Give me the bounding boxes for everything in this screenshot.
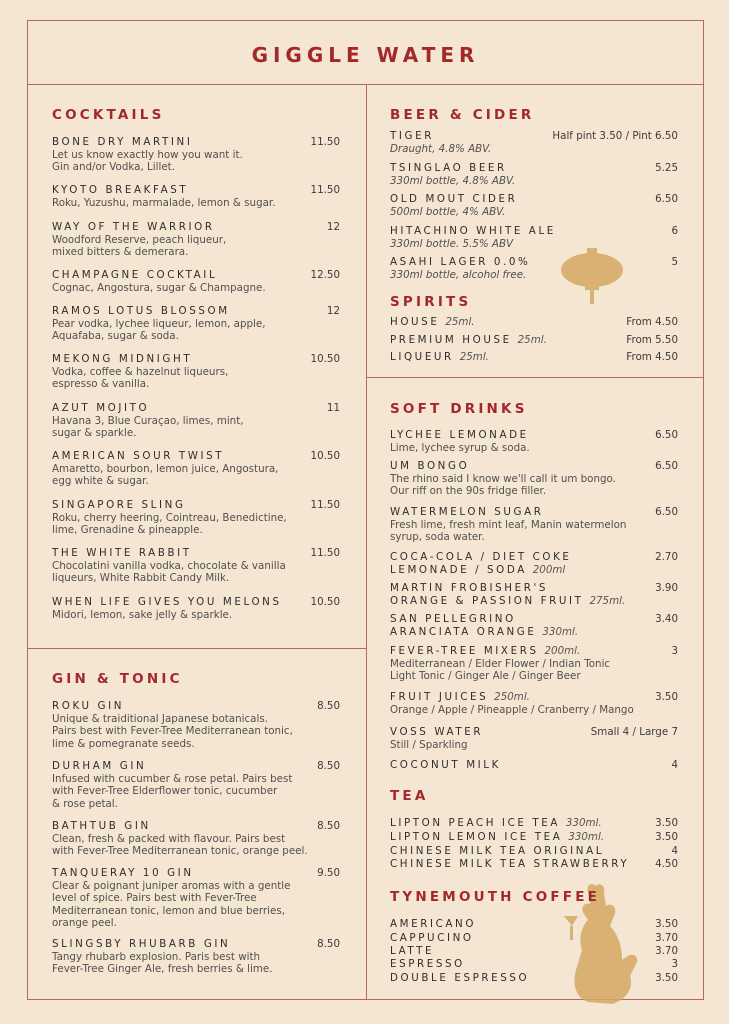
item-description: Fresh lime, fresh mint leaf, Manin watermelon xyxy=(390,518,627,531)
item-description: Fever-Tree Ginger Ale, fresh berries & lime. xyxy=(52,963,273,975)
menu-item xyxy=(52,402,340,440)
item-name-text: DOUBLE ESPRESSO xyxy=(390,972,530,984)
menu-item xyxy=(390,225,678,250)
item-name-text: LATTE xyxy=(390,945,435,957)
item-name-text: BONE DRY MARTINI xyxy=(52,136,193,148)
item-description: mixed bitters & demerara. xyxy=(52,246,189,258)
item-price: From 4.50 xyxy=(626,351,678,363)
item-description: with Fever-Tree Elderflower tonic, cucumber xyxy=(52,785,278,797)
menu-item xyxy=(52,305,340,343)
menu-title: GIGGLE WATER xyxy=(251,43,480,67)
item-price: 12 xyxy=(326,221,340,233)
item-name xyxy=(390,506,678,519)
item-price: 12.50 xyxy=(310,269,340,281)
menu-item xyxy=(390,691,678,716)
item-name-text: SAN PELLEGRINO xyxy=(390,613,516,625)
item-name xyxy=(52,938,340,951)
item-name xyxy=(390,193,678,206)
menu-item xyxy=(390,817,678,830)
menu-item xyxy=(390,831,678,844)
item-name xyxy=(52,353,340,366)
section-heading-spirits: SPIRITS xyxy=(390,294,472,310)
item-volume: 330ml. xyxy=(542,625,579,638)
item-price: 5.25 xyxy=(655,162,678,174)
item-name xyxy=(390,958,678,971)
item-volume: 200ml. xyxy=(544,645,581,657)
item-name-text: THE WHITE RABBIT xyxy=(52,547,192,559)
item-description: lime & pomegranate seeds. xyxy=(52,737,195,750)
menu-item xyxy=(52,547,340,585)
item-description: Unique & traiditional Japanese botanicals. xyxy=(52,712,268,725)
item-description: & rose petal. xyxy=(52,797,118,810)
menu-item xyxy=(390,460,678,498)
item-name-line2 xyxy=(390,626,678,639)
item-volume: 330ml. xyxy=(568,831,605,843)
item-name-text: ROKU GIN xyxy=(52,700,125,712)
item-name-text: CHINESE MILK TEA ORIGINAL xyxy=(390,845,605,857)
item-description: Infused with cucumber & rose petal. Pairs best xyxy=(52,772,293,785)
menu-item xyxy=(52,450,340,488)
menu-item xyxy=(52,136,340,174)
item-price: 3 xyxy=(671,645,678,657)
menu-item xyxy=(390,256,678,281)
item-name-text: VOSS WATER xyxy=(390,726,484,738)
item-description: Lime, lychee syrup & soda. xyxy=(390,441,530,454)
item-description: Roku, cherry heering, Cointreau, Benedictine, xyxy=(52,511,287,524)
item-price: 10.50 xyxy=(310,596,340,608)
item-price: 10.50 xyxy=(310,450,340,462)
item-price: 8.50 xyxy=(317,700,340,712)
item-description: Still / Sparkling xyxy=(390,738,468,751)
item-description: orange peel. xyxy=(52,917,117,929)
item-name-text: ARANCIATA ORANGE xyxy=(390,625,537,638)
item-name xyxy=(390,759,678,772)
item-name xyxy=(52,269,340,282)
item-description: Tangy rhubarb explosion. Paris best with xyxy=(52,950,261,963)
item-price: 6.50 xyxy=(655,506,678,518)
menu-item xyxy=(390,759,678,772)
item-price: 6.50 xyxy=(655,193,678,205)
item-description: Pairs best with Fever-Tree Mediterranean tonic, xyxy=(52,725,293,737)
item-name xyxy=(390,162,678,175)
item-volume: 275ml. xyxy=(589,594,626,607)
item-description: Our riff on the 90s fridge filler. xyxy=(390,485,547,497)
item-price: 2.70 xyxy=(655,551,678,563)
menu-item xyxy=(390,958,678,971)
item-price: 3 xyxy=(671,958,678,970)
item-description: 330ml bottle. 5.5% ABV xyxy=(390,237,514,250)
item-name-text: LEMONADE / SODA xyxy=(390,563,527,576)
item-price: 6.50 xyxy=(655,460,678,472)
item-name xyxy=(390,613,678,626)
item-price: 11.50 xyxy=(310,547,340,559)
item-name-text: WAY OF THE WARRIOR xyxy=(52,221,215,233)
item-description: Clear & poignant juniper aromas with a gentle xyxy=(52,879,291,892)
menu-item xyxy=(52,221,340,259)
menu-item xyxy=(52,867,340,930)
item-price: 9.50 xyxy=(317,867,340,879)
item-price: 3.90 xyxy=(655,582,678,594)
item-name xyxy=(52,136,340,149)
menu-item xyxy=(390,582,678,607)
item-description: Clean, fresh & packed with flavour. Pairs best xyxy=(52,832,286,845)
item-name-text: PREMIUM HOUSE xyxy=(390,334,512,346)
item-price: 3.50 xyxy=(655,817,678,829)
item-name xyxy=(390,460,678,473)
item-description: Aquafaba, sugar & soda. xyxy=(52,330,179,342)
item-name xyxy=(390,831,678,844)
item-name-line2 xyxy=(390,595,678,608)
menu-item xyxy=(52,820,340,858)
menu-item xyxy=(390,506,678,544)
item-name-text: LYCHEE LEMONADE xyxy=(390,429,529,441)
item-price: 3.70 xyxy=(655,945,678,957)
item-name-text: MEKONG MIDNIGHT xyxy=(52,353,193,365)
item-name-text: HOUSE xyxy=(390,316,440,328)
item-name xyxy=(390,817,678,830)
item-name xyxy=(390,645,678,658)
item-volume: 200ml xyxy=(532,563,566,576)
item-name xyxy=(390,691,678,704)
divider-gin xyxy=(27,648,367,649)
item-name-text: WHEN LIFE GIVES YOU MELONS xyxy=(52,596,282,608)
item-name xyxy=(52,499,340,512)
item-price: 6 xyxy=(671,225,678,237)
item-price: Small 4 / Large 7 xyxy=(590,726,678,738)
item-name xyxy=(52,450,340,463)
item-name xyxy=(52,820,340,833)
item-name-text: OLD MOUT CIDER xyxy=(390,193,518,205)
item-volume: 250ml. xyxy=(494,691,530,703)
item-description: Let us know exactly how you want it. xyxy=(52,148,243,161)
item-description: Cognac, Angostura, sugar & Champagne. xyxy=(52,281,266,294)
item-description: Pear vodka, lychee liqueur, lemon, apple, xyxy=(52,317,266,330)
item-description: level of spice. Pairs best with Fever-Tree xyxy=(52,892,257,904)
item-description: Roku, Yuzushu, marmalade, lemon & sugar. xyxy=(52,196,276,209)
menu-item xyxy=(390,429,678,454)
item-name-text: TSINGLAO BEER xyxy=(390,162,507,174)
item-name-text: LIPTON PEACH ICE TEA xyxy=(390,817,560,829)
menu-item xyxy=(52,269,340,294)
item-volume: 330ml. xyxy=(565,817,602,829)
item-name xyxy=(52,547,340,560)
menu-item xyxy=(52,938,340,976)
item-volume: 25ml. xyxy=(517,334,547,346)
item-name-text: LIQUEUR xyxy=(390,351,454,363)
item-name-text: CAPPUCINO xyxy=(390,932,474,944)
menu-item xyxy=(390,726,678,751)
item-name xyxy=(52,760,340,773)
item-name-text: WATERMELON SUGAR xyxy=(390,506,544,518)
item-name xyxy=(52,596,340,609)
section-heading-soft: SOFT DRINKS xyxy=(390,401,528,417)
menu-item xyxy=(390,193,678,218)
item-description: Amaretto, bourbon, lemon juice, Angostura, xyxy=(52,462,279,475)
item-price: 11.50 xyxy=(310,184,340,196)
item-description: Mediterranean tonic, lemon and blue berries, xyxy=(52,904,285,917)
item-name-text: COCA-COLA / DIET COKE xyxy=(390,551,572,563)
item-name-text: AMERICANO xyxy=(390,918,477,930)
item-price: 12 xyxy=(326,305,340,317)
item-name xyxy=(390,858,678,871)
item-price: 5 xyxy=(671,256,678,268)
item-price: 8.50 xyxy=(317,820,340,832)
item-description: Vodka, coffee & hazelnut liqueurs, xyxy=(52,365,229,378)
menu-item xyxy=(52,353,340,391)
item-price: 3.50 xyxy=(655,831,678,843)
menu-item xyxy=(52,700,340,750)
item-name-text: SLINGSBY RHUBARB GIN xyxy=(52,938,231,950)
item-price: 11.50 xyxy=(310,136,340,148)
item-name-text: KYOTO BREAKFAST xyxy=(52,184,189,196)
section-heading-gin: GIN & TONIC xyxy=(52,671,183,687)
item-name xyxy=(52,221,340,234)
item-name xyxy=(390,256,678,269)
item-price: 8.50 xyxy=(317,938,340,950)
item-price: 3.40 xyxy=(655,613,678,625)
item-name-text: FRUIT JUICES xyxy=(390,691,489,703)
item-name-text: BATHTUB GIN xyxy=(52,820,151,832)
item-price: From 4.50 xyxy=(626,316,678,328)
item-price: 8.50 xyxy=(317,760,340,772)
menu-item xyxy=(390,845,678,858)
menu-item xyxy=(52,499,340,537)
menu-item xyxy=(52,596,340,621)
item-name xyxy=(52,184,340,197)
item-volume: 25ml. xyxy=(459,351,489,363)
item-name-text: TIGER xyxy=(390,130,434,142)
item-description: espresso & vanilla. xyxy=(52,378,150,390)
menu-item xyxy=(390,932,678,945)
section-heading-beer: BEER & CIDER xyxy=(390,107,535,123)
item-description: 330ml bottle, 4.8% ABV. xyxy=(390,174,516,187)
menu-item xyxy=(52,184,340,209)
item-name xyxy=(390,945,678,958)
item-price: 6.50 xyxy=(655,429,678,441)
item-name-text: ESPRESSO xyxy=(390,958,465,970)
menu-item xyxy=(390,972,678,985)
item-description: with Fever-Tree Mediterranean tonic, orange peel. xyxy=(52,845,308,857)
divider-soft-drinks xyxy=(366,377,704,378)
menu-item xyxy=(390,351,678,364)
item-price: 11 xyxy=(326,402,340,414)
item-name-text: AZUT MOJITO xyxy=(52,402,150,414)
item-name xyxy=(52,700,340,713)
item-description: 500ml bottle, 4% ABV. xyxy=(390,205,506,218)
item-description: Midori, lemon, sake jelly & sparkle. xyxy=(52,608,233,621)
item-description: Mediterranean / Elder Flower / Indian Tonic xyxy=(390,657,611,670)
item-name xyxy=(52,867,340,880)
title-box xyxy=(27,20,704,85)
item-price: From 5.50 xyxy=(626,334,678,346)
item-name-text: ASAHI LAGER 0.0% xyxy=(390,256,531,268)
item-description: liqueurs, White Rabbit Candy Milk. xyxy=(52,572,230,584)
item-name-text: LIPTON LEMON ICE TEA xyxy=(390,831,563,843)
item-price: 10.50 xyxy=(310,353,340,365)
menu-item xyxy=(390,918,678,931)
item-name xyxy=(390,429,678,442)
item-price: Half pint 3.50 / Pint 6.50 xyxy=(552,130,678,142)
item-name-text: RAMOS LOTUS BLOSSOM xyxy=(52,305,230,317)
item-description: egg white & sugar. xyxy=(52,475,149,487)
menu-item xyxy=(390,162,678,187)
item-price: 4 xyxy=(671,845,678,857)
item-name-text: TANQUERAY 10 GIN xyxy=(52,867,194,879)
item-name xyxy=(52,305,340,318)
item-name xyxy=(390,918,678,931)
item-description: Chocolatini vanilla vodka, chocolate & vanilla xyxy=(52,559,286,572)
menu-item xyxy=(390,645,678,683)
item-name xyxy=(390,225,678,238)
item-name-line2 xyxy=(390,564,678,577)
menu-item xyxy=(390,316,678,329)
item-name-text: AMERICAN SOUR TWIST xyxy=(52,450,225,462)
item-volume: 25ml. xyxy=(445,316,475,328)
item-description: Orange / Apple / Pineapple / Cranberry / Mango xyxy=(390,703,634,716)
item-name-text: CHINESE MILK TEA STRAWBERRY xyxy=(390,858,630,870)
item-name xyxy=(390,551,678,564)
item-name-text: FEVER-TREE MIXERS xyxy=(390,645,539,657)
item-name xyxy=(390,582,678,595)
menu-item xyxy=(390,334,678,347)
item-description: sugar & sparkle. xyxy=(52,427,137,439)
item-description: Woodford Reserve, peach liqueur, xyxy=(52,233,227,246)
menu-item xyxy=(390,551,678,576)
menu-item xyxy=(52,760,340,810)
section-heading-cocktails: COCKTAILS xyxy=(52,107,165,123)
item-description: Draught, 4.8% ABV. xyxy=(390,142,492,155)
menu-item xyxy=(390,858,678,871)
item-price: 3.70 xyxy=(655,932,678,944)
item-name xyxy=(390,845,678,858)
item-price: 4 xyxy=(671,759,678,771)
item-price: 11.50 xyxy=(310,499,340,511)
item-name xyxy=(390,972,678,985)
item-description: The rhino said I know we'll call it um bongo. xyxy=(390,472,616,485)
item-description: Havana 3, Blue Curaçao, limes, mint, xyxy=(52,414,244,427)
item-name xyxy=(390,932,678,945)
item-description: syrup, soda water. xyxy=(390,531,485,543)
item-name xyxy=(52,402,340,415)
item-price: 3.50 xyxy=(655,691,678,703)
section-heading-coffee: TYNEMOUTH COFFEE xyxy=(390,889,601,905)
item-name-text: SINGAPORE SLING xyxy=(52,499,186,511)
item-name-text: MARTIN FROBISHER'S xyxy=(390,582,549,594)
menu-item xyxy=(390,945,678,958)
menu-item xyxy=(390,130,678,155)
item-price: 3.50 xyxy=(655,972,678,984)
item-name-text: DURHAM GIN xyxy=(52,760,147,772)
section-heading-tea: TEA xyxy=(390,788,429,804)
item-description: Light Tonic / Ginger Ale / Ginger Beer xyxy=(390,670,581,682)
item-name-text: UM BONGO xyxy=(390,460,470,472)
item-name-text: HITACHINO WHITE ALE xyxy=(390,225,556,237)
item-description: 330ml bottle, alcohol free. xyxy=(390,268,527,281)
item-price: 3.50 xyxy=(655,918,678,930)
menu-item xyxy=(390,613,678,638)
item-name-text: ORANGE & PASSION FRUIT xyxy=(390,594,584,607)
item-price: 4.50 xyxy=(655,858,678,870)
item-name-text: COCONUT MILK xyxy=(390,759,502,771)
item-name-text: CHAMPAGNE COCKTAIL xyxy=(52,269,218,281)
item-description: Gin and/or Vodka, Lillet. xyxy=(52,161,175,173)
item-description: lime, Grenadine & pineapple. xyxy=(52,524,203,536)
